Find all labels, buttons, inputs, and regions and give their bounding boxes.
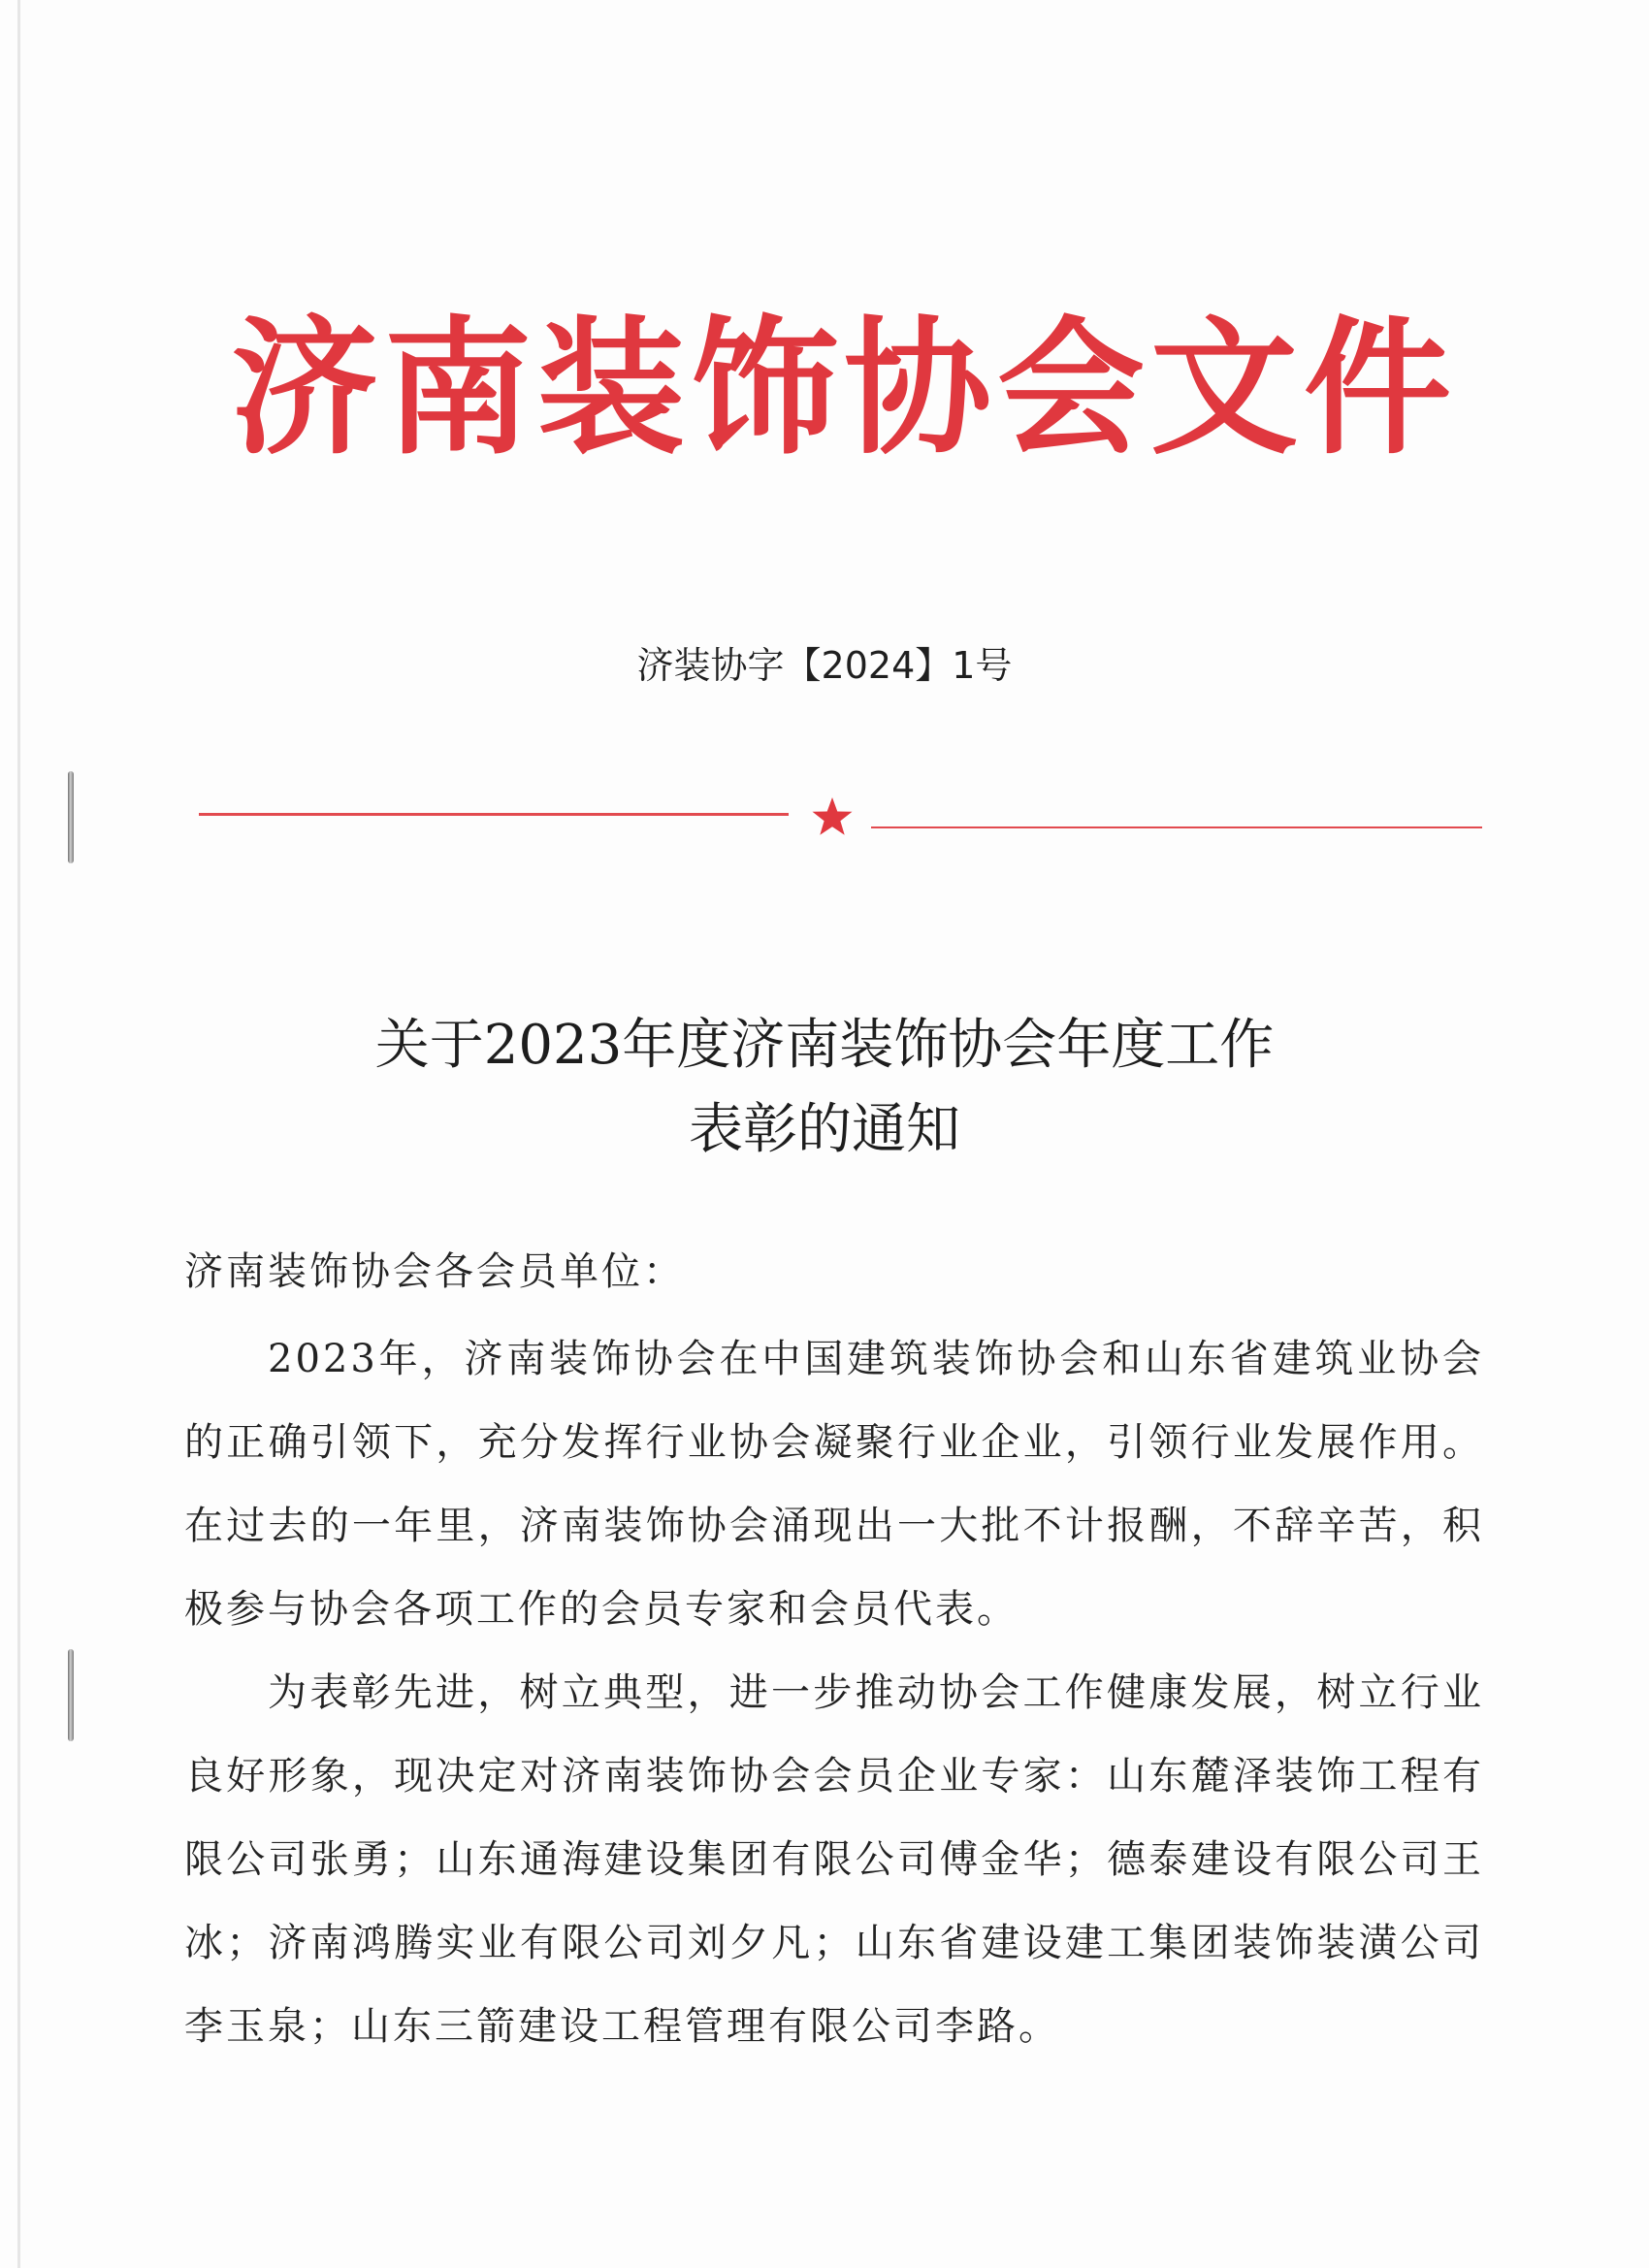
staple-mark-top xyxy=(68,771,74,863)
notice-title-line-2: 表彰的通知 xyxy=(689,1098,960,1161)
masthead-title: 济南装饰协会文件 xyxy=(231,303,1457,474)
star-icon xyxy=(811,795,854,838)
paragraph-2: 为表彰先进，树立典型，进一步推动协会工作健康发展，树立行业良好形象，现决定对济南装饰协会会员企业专家：山东麓泽装饰工程有限公司张勇；山东通海建设集团有限公司傅金华；德泰建设有限公司王冰；济南鸿腾实业有限公司刘夕凡；山东省建设建工集团装饰装潢公司李玉泉；山东三箭建设工程管理有限公司李路。 xyxy=(184,1670,1484,2049)
paragraph-1: 2023年，济南装饰协会在中国建筑装饰协会和山东省建筑业协会的正确引领下，充分发挥行业协会凝聚行业企业，引领行业发展作用。在过去的一年里，济南装饰协会涌现出一大批不计报酬，不辞辛苦，积极参与协会各项工作的会员专家和会员代表。 xyxy=(184,1337,1484,1632)
salutation: 济南装饰协会各会员单位： xyxy=(184,1249,685,1294)
notice-title-line-1: 关于2023年度济南装饰协会年度工作 xyxy=(374,1014,1275,1077)
staple-mark-bottom xyxy=(68,1649,74,1741)
red-divider-left xyxy=(199,813,789,816)
red-divider-right xyxy=(871,826,1482,828)
document-number: 济装协字【2024】1号 xyxy=(636,644,1013,687)
